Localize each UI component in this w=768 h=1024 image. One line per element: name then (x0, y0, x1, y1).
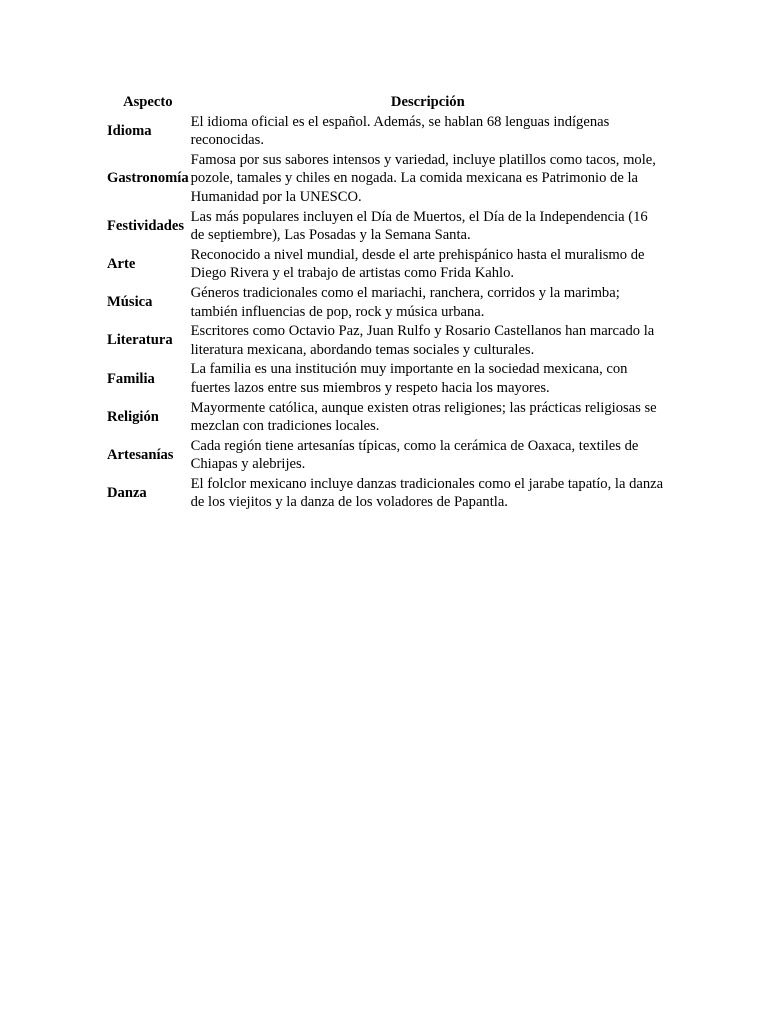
header-row (107, 93, 665, 112)
header-aspecto: Aspecto (123, 94, 173, 110)
table-row (107, 208, 665, 245)
description-cell: Las más populares incluyen el Día de Muertos, el Día de la Independencia (16 de septiembre), Las Posadas y la Semana Santa. (190, 208, 648, 244)
table-row (107, 151, 665, 207)
description-cell: Reconocido a nivel mundial, desde el arte prehispánico hasta el muralismo de Diego Rivera y el trabajo de artistas como Frida Kahlo. (190, 246, 645, 282)
description-cell: La familia es una institución muy importante en la sociedad mexicana, con fuertes lazos entre sus miembros y respeto hacia los mayores. (190, 361, 628, 396)
document-page (107, 92, 667, 513)
table-row (107, 322, 665, 359)
table-row (107, 437, 665, 474)
table-row (107, 113, 665, 150)
aspect-cell: Música (107, 294, 153, 311)
description-cell: El idioma oficial es el español. Además, se hablan 68 lenguas indígenas reconocidas. (190, 113, 610, 149)
table-header (107, 93, 665, 112)
description-cell: Mayormente católica, aunque existen otras religiones; las prácticas religiosas se mezclan con tradiciones locales. (190, 399, 657, 435)
aspect-cell: Literatura (107, 332, 173, 349)
description-cell: Cada región tiene artesanías típicas, como la cerámica de Oaxaca, textiles de Chiapas y alebrijes. (190, 437, 639, 473)
description-cell: Géneros tradicionales como el mariachi, ranchera, corridos y la marimba; también influencias de pop, rock y música urbana. (190, 284, 620, 320)
table-row (107, 360, 665, 397)
aspect-cell: Idioma (107, 122, 152, 139)
aspect-cell: Artesanías (107, 446, 174, 463)
aspect-cell: Religión (107, 408, 159, 425)
aspect-cell: Arte (107, 256, 136, 273)
aspect-cell: Gastronomía (107, 170, 189, 187)
aspect-cell: Danza (107, 485, 147, 502)
description-cell: El folclor mexicano incluye danzas tradicionales como el jarabe tapatío, la danza de los viejitos y la danza de los voladores de Papantla. (190, 475, 664, 511)
table-row (107, 475, 665, 512)
table-body (107, 113, 665, 512)
culture-table (105, 92, 667, 513)
header-descripcion: Descripción (390, 94, 465, 110)
table-row (107, 284, 665, 321)
aspect-cell: Festividades (107, 217, 185, 234)
aspect-cell: Familia (107, 370, 155, 387)
table-row (107, 399, 665, 436)
description-cell: Famosa por sus sabores intensos y variedad, incluye platillos como tacos, mole, pozole, tamales y chiles en nogada. La comida mexicana es Patrimonio de la Humanidad por la UNESCO. (190, 151, 656, 205)
table-row (107, 246, 665, 283)
description-cell: Escritores como Octavio Paz, Juan Rulfo y Rosario Castellanos han marcado la literatura mexicana, abordando temas sociales y culturales. (190, 323, 655, 358)
